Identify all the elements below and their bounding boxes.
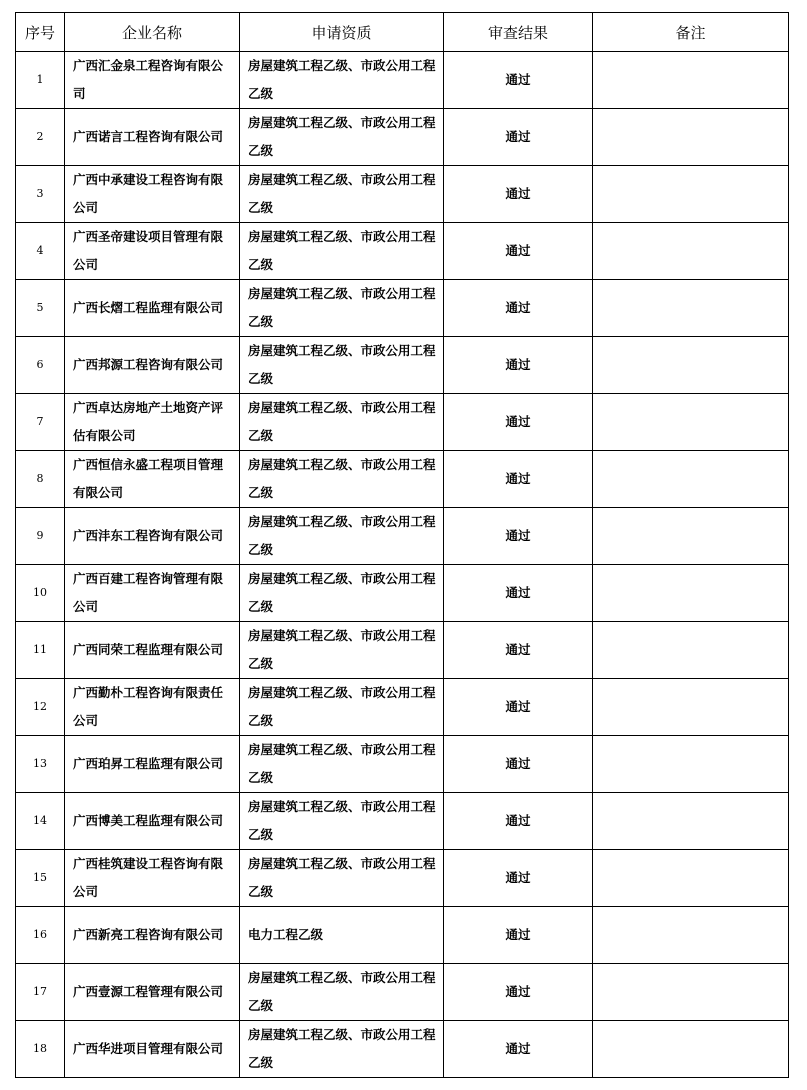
qualification-cell: 房屋建筑工程乙级、市政公用工程乙级 (240, 109, 444, 166)
remarks-cell (593, 850, 789, 907)
qualification-cell: 房屋建筑工程乙级、市政公用工程乙级 (240, 1021, 444, 1078)
row-index: 9 (16, 508, 65, 565)
review-results-table (15, 12, 789, 1078)
remarks-cell (593, 394, 789, 451)
company-name-cell: 广西卓达房地产土地资产评估有限公司 (65, 394, 240, 451)
remarks-cell (593, 565, 789, 622)
company-name-cell: 广西恒信永盛工程项目管理有限公司 (65, 451, 240, 508)
row-index: 13 (16, 736, 65, 793)
company-name-cell: 广西中承建设工程咨询有限公司 (65, 166, 240, 223)
qualification-cell: 房屋建筑工程乙级、市政公用工程乙级 (240, 964, 444, 1021)
remarks-cell (593, 109, 789, 166)
company-name-cell: 广西圣帝建设项目管理有限公司 (65, 223, 240, 280)
remarks-cell (593, 736, 789, 793)
qualification-cell: 房屋建筑工程乙级、市政公用工程乙级 (240, 622, 444, 679)
company-name-cell: 广西沣东工程咨询有限公司 (65, 508, 240, 565)
company-name-cell: 广西华进项目管理有限公司 (65, 1021, 240, 1078)
review-result-cell: 通过 (444, 679, 593, 736)
row-index: 17 (16, 964, 65, 1021)
row-index: 1 (16, 52, 65, 109)
qualification-cell: 房屋建筑工程乙级、市政公用工程乙级 (240, 337, 444, 394)
row-index: 16 (16, 907, 65, 964)
review-result-cell: 通过 (444, 736, 593, 793)
table-row (16, 451, 789, 508)
qualification-cell: 房屋建筑工程乙级、市政公用工程乙级 (240, 679, 444, 736)
remarks-cell (593, 223, 789, 280)
table-row (16, 622, 789, 679)
row-index: 8 (16, 451, 65, 508)
table-row (16, 850, 789, 907)
table-row (16, 679, 789, 736)
remarks-cell (593, 679, 789, 736)
table-row (16, 1021, 789, 1078)
table-row (16, 565, 789, 622)
qualification-cell: 房屋建筑工程乙级、市政公用工程乙级 (240, 394, 444, 451)
company-name-cell: 广西新亮工程咨询有限公司 (65, 907, 240, 964)
company-name-cell: 广西诺言工程咨询有限公司 (65, 109, 240, 166)
review-result-cell: 通过 (444, 52, 593, 109)
remarks-cell (593, 907, 789, 964)
qualification-cell: 房屋建筑工程乙级、市政公用工程乙级 (240, 736, 444, 793)
remarks-cell (593, 52, 789, 109)
company-name-cell: 广西邦源工程咨询有限公司 (65, 337, 240, 394)
row-index: 18 (16, 1021, 65, 1078)
review-result-cell: 通过 (444, 109, 593, 166)
row-index: 14 (16, 793, 65, 850)
table-header-row (16, 13, 789, 52)
header-remarks: 备注 (593, 13, 789, 52)
review-result-cell: 通过 (444, 1021, 593, 1078)
qualification-cell: 房屋建筑工程乙级、市政公用工程乙级 (240, 793, 444, 850)
row-index: 15 (16, 850, 65, 907)
table-body (16, 52, 789, 1078)
review-result-cell: 通过 (444, 508, 593, 565)
table-row (16, 508, 789, 565)
table-row (16, 280, 789, 337)
table-row (16, 52, 789, 109)
row-index: 6 (16, 337, 65, 394)
review-result-cell: 通过 (444, 622, 593, 679)
qualification-cell: 房屋建筑工程乙级、市政公用工程乙级 (240, 52, 444, 109)
header-review-result: 审查结果 (444, 13, 593, 52)
review-result-cell: 通过 (444, 565, 593, 622)
company-name-cell: 广西汇金泉工程咨询有限公司 (65, 52, 240, 109)
table-row (16, 964, 789, 1021)
company-name-cell: 广西博美工程监理有限公司 (65, 793, 240, 850)
qualification-cell: 房屋建筑工程乙级、市政公用工程乙级 (240, 850, 444, 907)
qualification-cell: 电力工程乙级 (240, 907, 444, 964)
row-index: 5 (16, 280, 65, 337)
remarks-cell (593, 337, 789, 394)
remarks-cell (593, 622, 789, 679)
company-name-cell: 广西壹源工程管理有限公司 (65, 964, 240, 1021)
row-index: 2 (16, 109, 65, 166)
company-name-cell: 广西勤朴工程咨询有限责任公司 (65, 679, 240, 736)
review-result-cell: 通过 (444, 223, 593, 280)
table-row (16, 166, 789, 223)
review-results-sheet (15, 12, 789, 1078)
company-name-cell: 广西长熠工程监理有限公司 (65, 280, 240, 337)
review-result-cell: 通过 (444, 850, 593, 907)
company-name-cell: 广西桂筑建设工程咨询有限公司 (65, 850, 240, 907)
remarks-cell (593, 280, 789, 337)
review-result-cell: 通过 (444, 964, 593, 1021)
review-result-cell: 通过 (444, 907, 593, 964)
qualification-cell: 房屋建筑工程乙级、市政公用工程乙级 (240, 508, 444, 565)
remarks-cell (593, 451, 789, 508)
header-index: 序号 (16, 13, 65, 52)
review-result-cell: 通过 (444, 394, 593, 451)
remarks-cell (593, 964, 789, 1021)
remarks-cell (593, 793, 789, 850)
review-result-cell: 通过 (444, 451, 593, 508)
table-row (16, 736, 789, 793)
qualification-cell: 房屋建筑工程乙级、市政公用工程乙级 (240, 280, 444, 337)
qualification-cell: 房屋建筑工程乙级、市政公用工程乙级 (240, 166, 444, 223)
remarks-cell (593, 166, 789, 223)
qualification-cell: 房屋建筑工程乙级、市政公用工程乙级 (240, 565, 444, 622)
review-result-cell: 通过 (444, 793, 593, 850)
row-index: 10 (16, 565, 65, 622)
row-index: 4 (16, 223, 65, 280)
table-row (16, 337, 789, 394)
table-row (16, 109, 789, 166)
header-company-name: 企业名称 (65, 13, 240, 52)
row-index: 11 (16, 622, 65, 679)
table-row (16, 223, 789, 280)
remarks-cell (593, 1021, 789, 1078)
company-name-cell: 广西同荣工程监理有限公司 (65, 622, 240, 679)
qualification-cell: 房屋建筑工程乙级、市政公用工程乙级 (240, 451, 444, 508)
review-result-cell: 通过 (444, 166, 593, 223)
row-index: 3 (16, 166, 65, 223)
table-row (16, 793, 789, 850)
remarks-cell (593, 508, 789, 565)
row-index: 12 (16, 679, 65, 736)
company-name-cell: 广西百建工程咨询管理有限公司 (65, 565, 240, 622)
qualification-cell: 房屋建筑工程乙级、市政公用工程乙级 (240, 223, 444, 280)
header-qualification: 申请资质 (240, 13, 444, 52)
review-result-cell: 通过 (444, 337, 593, 394)
company-name-cell: 广西珀昇工程监理有限公司 (65, 736, 240, 793)
row-index: 7 (16, 394, 65, 451)
review-result-cell: 通过 (444, 280, 593, 337)
table-row (16, 907, 789, 964)
table-row (16, 394, 789, 451)
